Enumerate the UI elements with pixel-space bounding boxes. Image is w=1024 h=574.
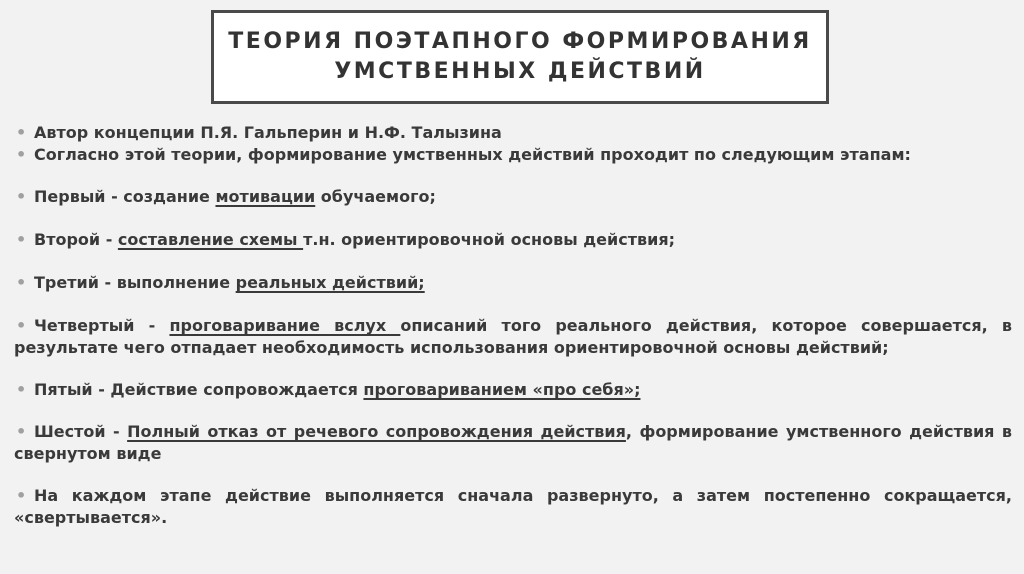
bullet-icon: •	[16, 273, 27, 292]
list-item-summary	[14, 485, 1012, 529]
list-item-stage-2	[14, 229, 1012, 251]
bullet-icon: •	[16, 316, 27, 335]
title-line-2: УМСТВЕННЫХ ДЕЙСТВИЙ	[334, 59, 706, 84]
item-text: Третий - выполнение	[34, 273, 236, 292]
item-text-tail: обучаемого;	[315, 187, 436, 206]
bullet-icon: •	[16, 187, 27, 206]
title-line-1: ТЕОРИЯ ПОЭТАПНОГО ФОРМИРОВАНИЯ	[228, 29, 812, 54]
item-underlined-text: Полный отказ от речевого сопровождения действия	[127, 422, 626, 441]
item-text: На каждом этапе действие выполняется сначала развернуто, а затем постепенно сокращается, «свертывается».	[14, 486, 1012, 527]
bullet-icon: •	[16, 145, 27, 164]
item-text: Второй -	[34, 230, 118, 249]
bullet-icon: •	[16, 123, 27, 142]
list-item-intro	[14, 144, 1012, 166]
list-item-stage-5	[14, 379, 1012, 401]
item-text: Автор концепции П.Я. Гальперин и Н.Ф. Талызина	[34, 123, 502, 142]
item-text-tail: описаний того реального действия, которое совершается, в результате чего отпадает необходимость использования ориентировочной основы действий;	[14, 316, 1013, 357]
item-text: Согласно этой теории, формирование умственных действий проходит по следующим этапам:	[34, 145, 911, 164]
bullet-list	[14, 122, 1012, 529]
bullet-icon: •	[16, 230, 27, 249]
item-underlined-text: составление схемы	[117, 230, 304, 249]
title-box	[211, 10, 829, 104]
list-item-stage-4	[14, 315, 1012, 359]
item-underlined-text: реальных действий;	[235, 273, 425, 292]
item-text: Первый - создание	[34, 187, 216, 206]
item-text: Четвертый -	[34, 316, 170, 335]
list-item-stage-6	[14, 421, 1012, 465]
item-text-tail: т.н. ориентировочной основы действия;	[303, 230, 676, 249]
list-item-stage-1	[14, 186, 1012, 208]
item-underlined-text: мотивации	[215, 187, 316, 206]
item-text: Шестой -	[34, 422, 128, 441]
item-text-tail: , формирование умственного действия в свернутом виде	[14, 422, 1013, 463]
bullet-icon: •	[16, 380, 27, 399]
bullet-icon: •	[16, 422, 27, 441]
list-item-author	[14, 122, 1012, 144]
bullet-icon: •	[16, 486, 27, 505]
item-underlined-text: проговаривание вслух	[169, 316, 401, 335]
item-underlined-text: проговариванием «про себя»;	[363, 380, 641, 399]
list-item-stage-3	[14, 272, 1012, 294]
item-text: Пятый - Действие сопровождается	[34, 380, 364, 399]
